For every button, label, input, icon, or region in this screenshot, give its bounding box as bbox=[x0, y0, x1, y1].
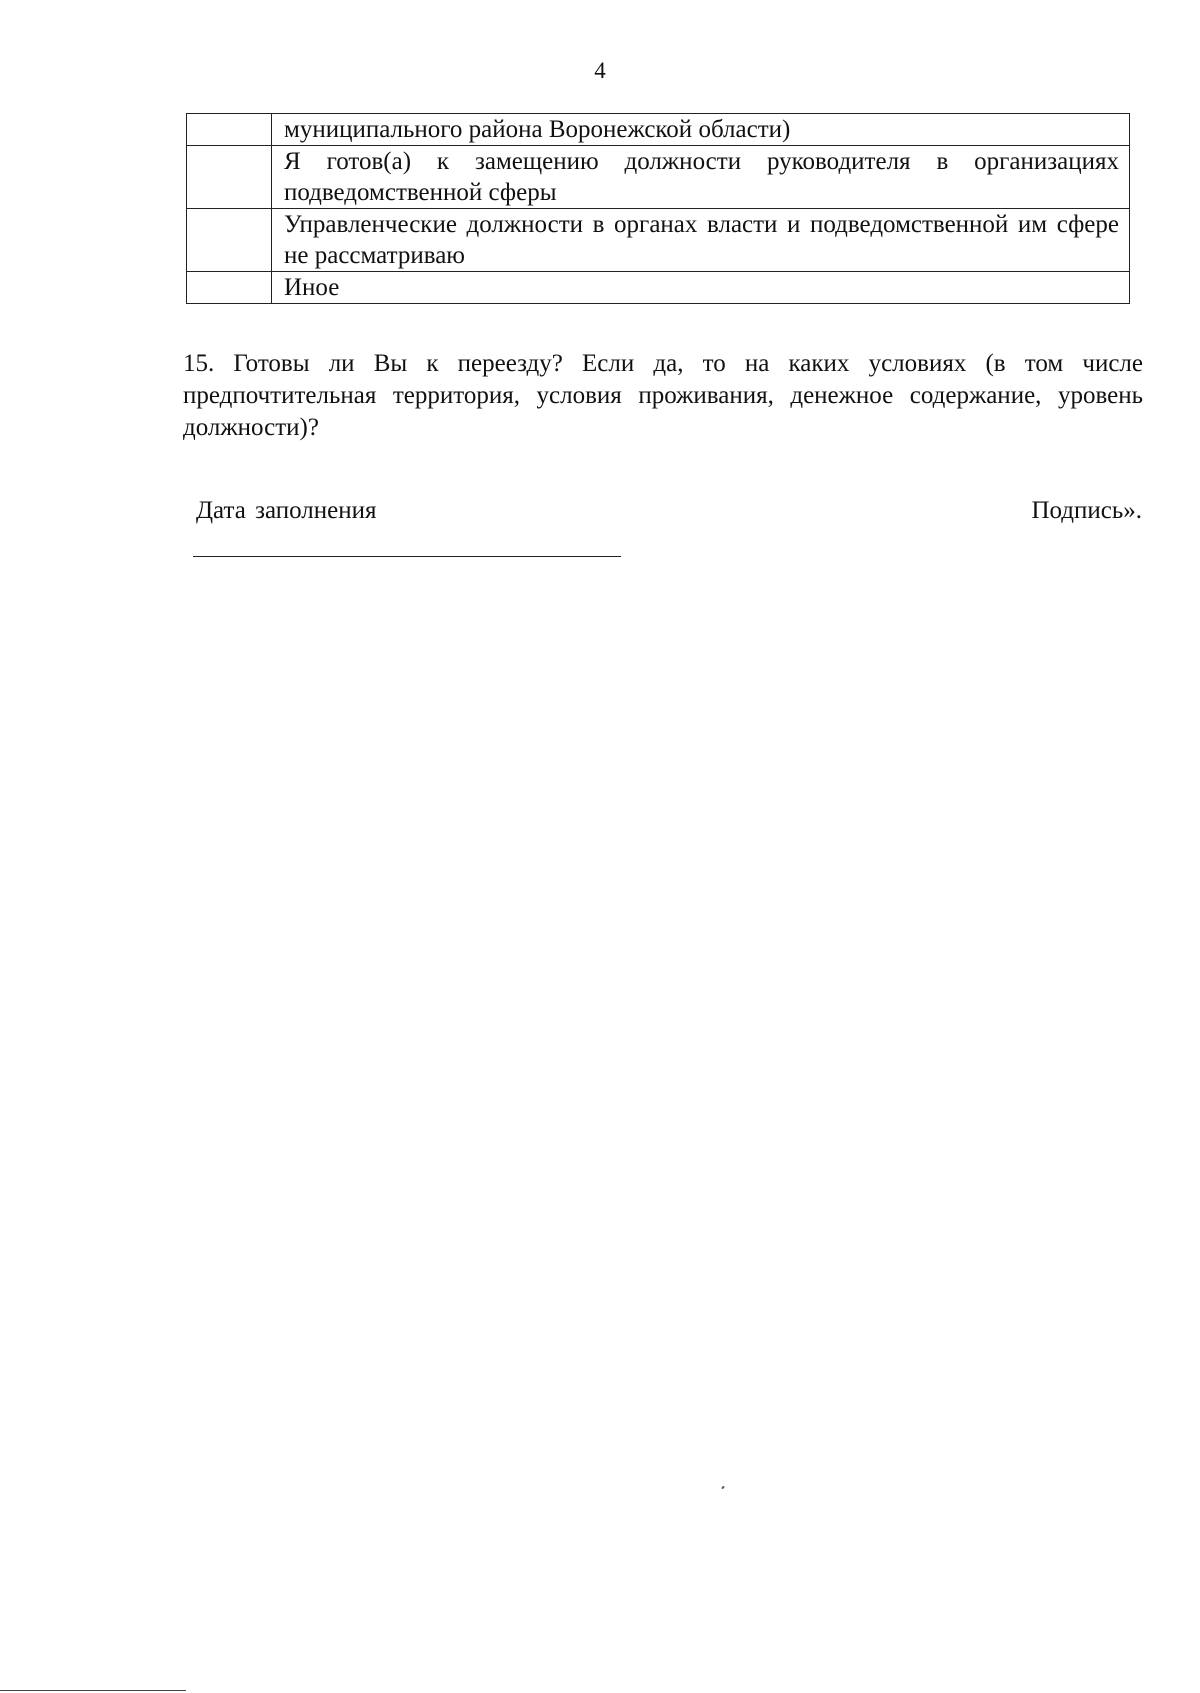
table-row bbox=[187, 146, 1130, 209]
signature-label: Подпись». bbox=[1031, 497, 1142, 524]
page-number: 4 bbox=[594, 58, 606, 83]
option-text: Иное bbox=[272, 272, 1130, 304]
option-text: муниципального района Воронежской области) bbox=[272, 114, 1130, 146]
scan-speck bbox=[721, 1486, 724, 1490]
option-text: Я готов(а) к замещению должности руководителя в организациях подведомственной сферы bbox=[272, 146, 1130, 209]
table-row bbox=[187, 209, 1130, 272]
option-text: Управленческие должности в органах власти и подведомственной им сфере не рассматриваю bbox=[272, 209, 1130, 272]
option-checkbox-cell[interactable] bbox=[187, 272, 272, 304]
date-label: Дата заполнения bbox=[196, 497, 377, 524]
options-table bbox=[186, 113, 1130, 304]
option-checkbox-cell[interactable] bbox=[187, 114, 272, 146]
option-checkbox-cell[interactable] bbox=[187, 146, 272, 209]
table-row bbox=[187, 114, 1130, 146]
table-row bbox=[187, 272, 1130, 304]
date-fill-line[interactable] bbox=[193, 556, 621, 557]
page-edge-line bbox=[0, 1690, 186, 1691]
question-15: 15. Готовы ли Вы к переезду? Если да, то на каких условиях (в том числе предпочтительная территория, условия проживания, денежное содержание, уровень должности)? bbox=[183, 350, 1143, 441]
option-checkbox-cell[interactable] bbox=[187, 209, 272, 272]
